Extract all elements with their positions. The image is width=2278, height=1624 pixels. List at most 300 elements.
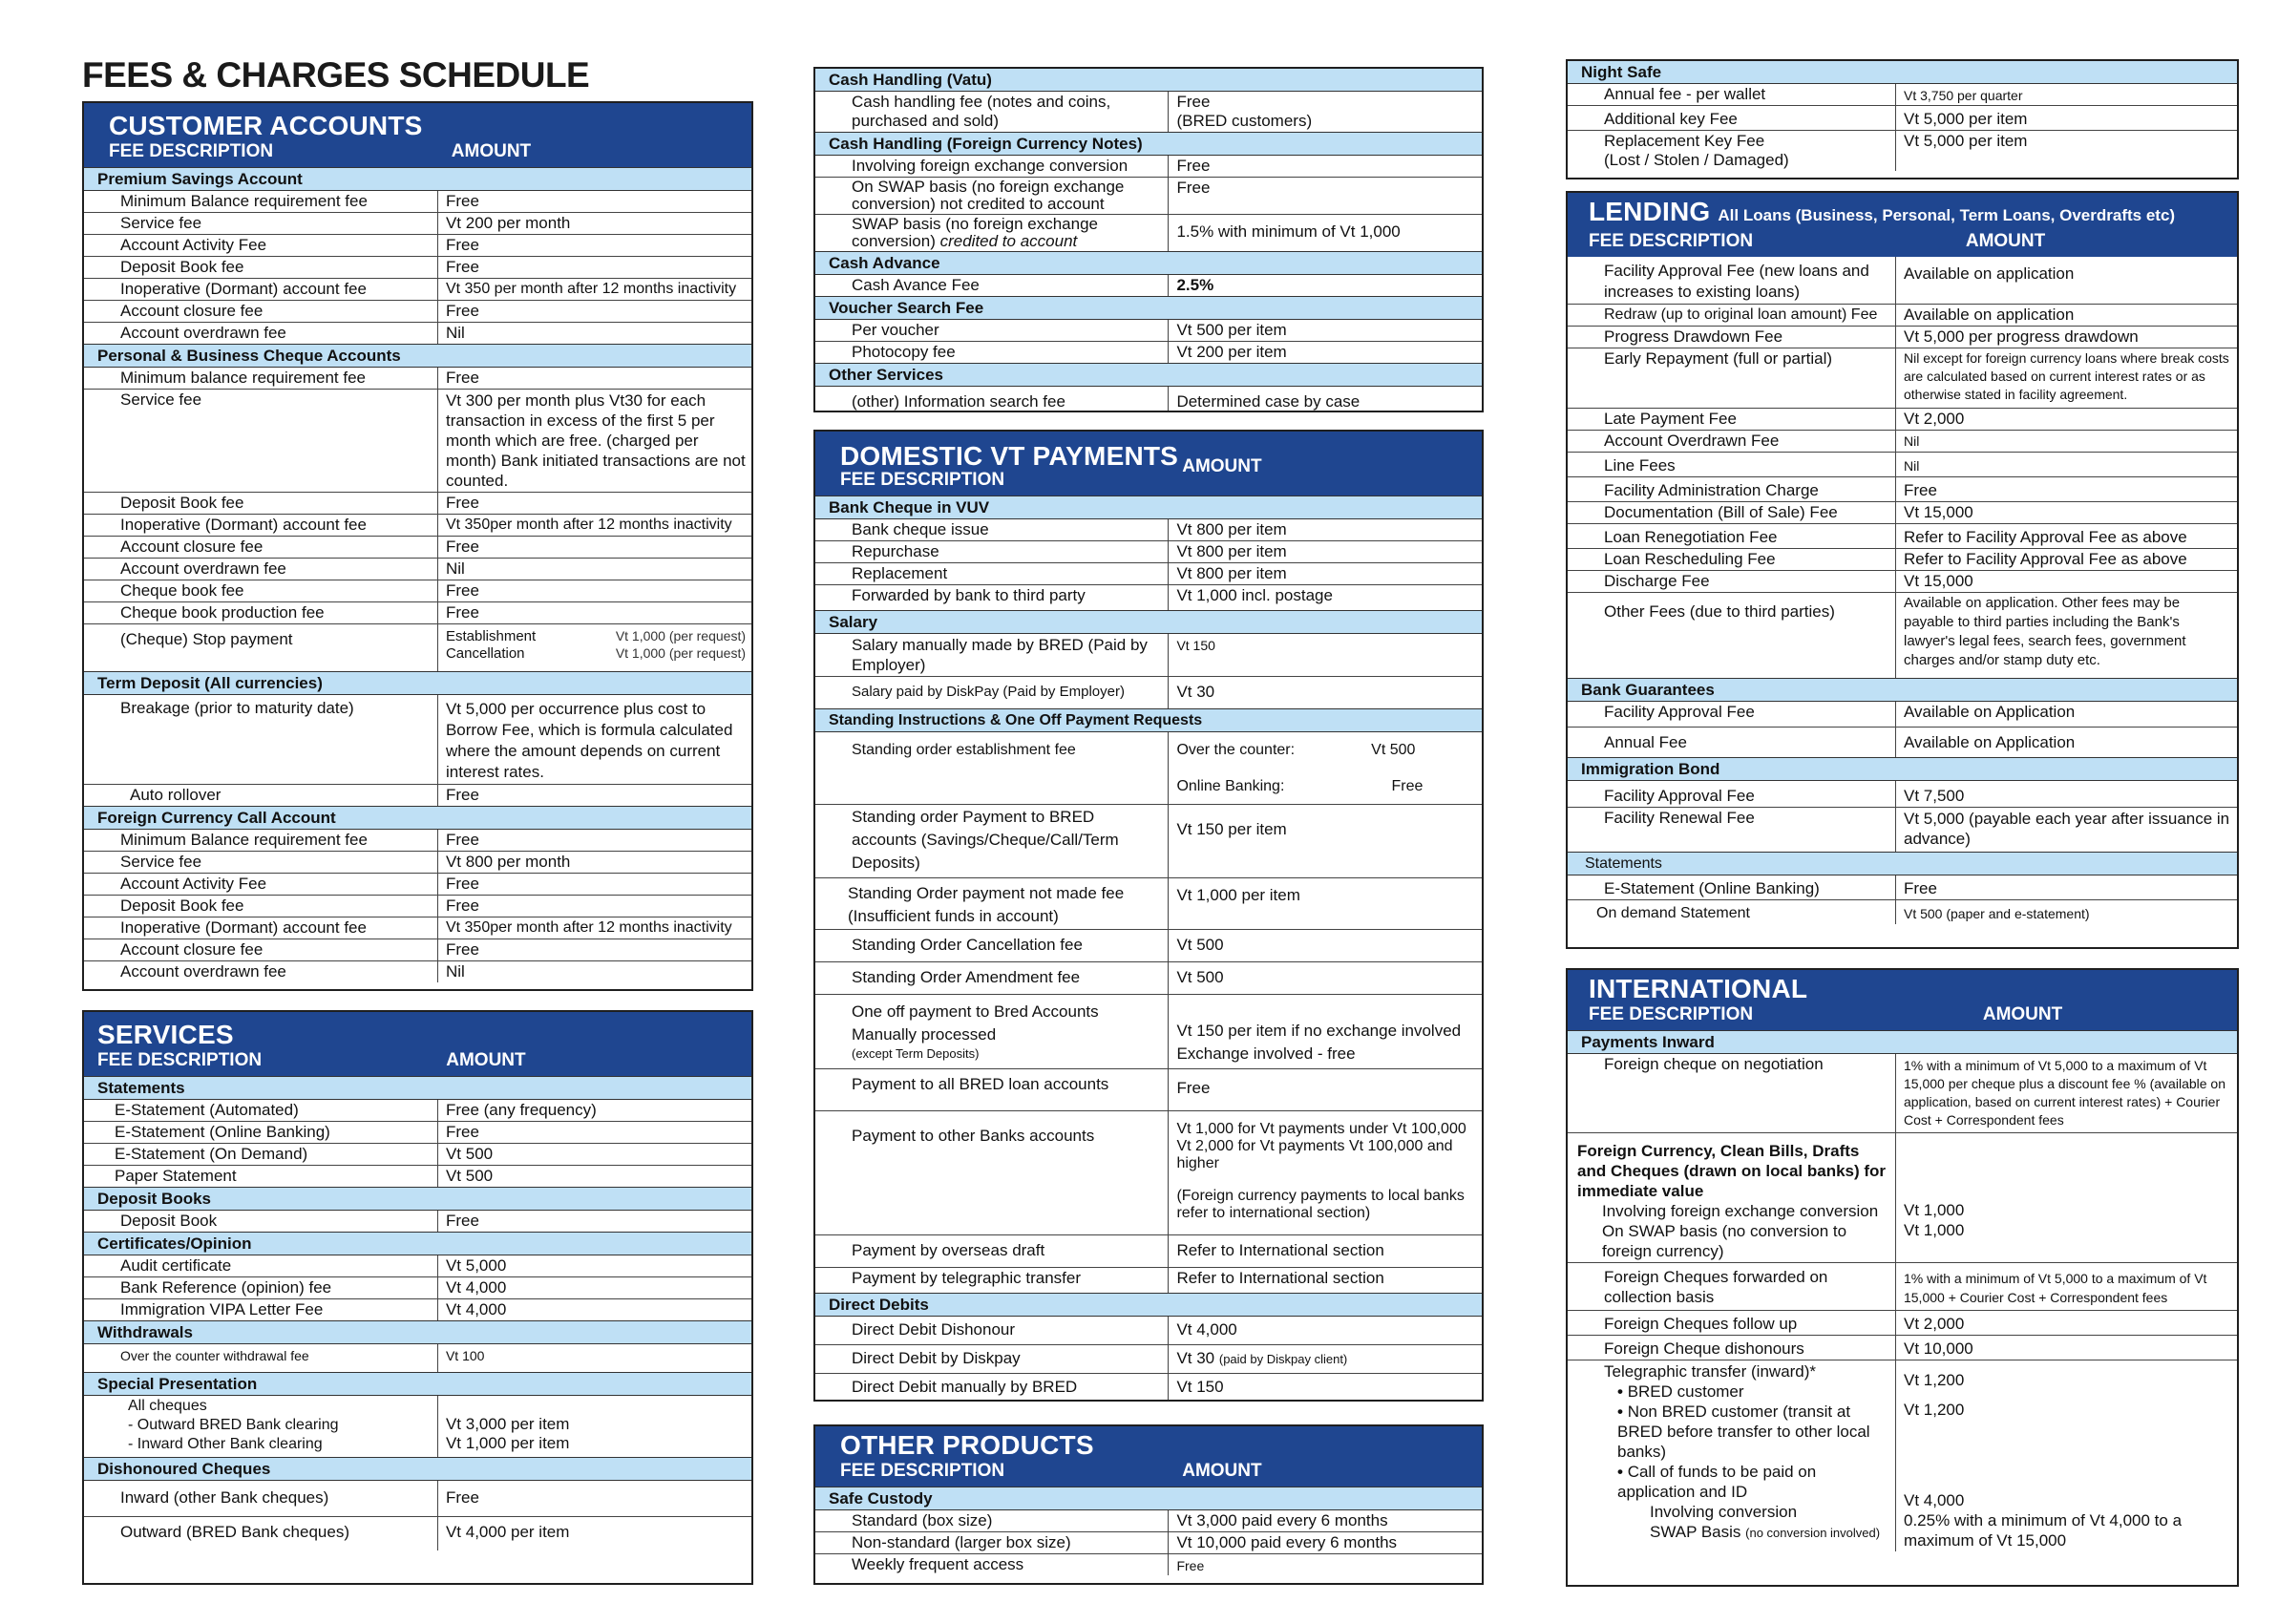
section-immigration-bond: Immigration Bond	[1568, 757, 2237, 781]
fee-description: Direct Debit by Diskpay	[815, 1345, 1169, 1374]
fee-amount: Vt 800 per item	[1169, 541, 1482, 563]
table-row	[815, 541, 1482, 563]
table-row	[1568, 1311, 2237, 1336]
table-row	[84, 213, 751, 235]
table-row	[815, 732, 1482, 805]
table-row	[1568, 728, 2237, 758]
table-row	[84, 1517, 751, 1551]
fee-amount: 1% with a minimum of Vt 5,000 to a maximum of Vt 15,000 per cheque plus a discount fee % (available on application, based on current interest rates) + Courier Cost + Correspondent fees	[1895, 1054, 2237, 1133]
table-row	[84, 559, 751, 580]
fee-description-italic: credited to account	[939, 232, 1078, 250]
fee-description: Salary paid by DiskPay (Paid by Employer)	[815, 677, 1169, 709]
certificates-table	[84, 1255, 751, 1320]
table-row	[84, 1396, 751, 1457]
fee-amount: Vt 150 per item	[1169, 805, 1482, 878]
section-deposit-books: Deposit Books	[84, 1187, 751, 1211]
fee-description: Inward (other Bank cheques)	[84, 1481, 437, 1517]
table-row	[1568, 1336, 2237, 1360]
bullet-non-bred-customer: • Non BRED customer (transit at BRED before transfer to other local banks)	[1617, 1402, 1889, 1462]
section-safe-custody: Safe Custody	[815, 1487, 1482, 1510]
fee-amount: Refer to Facility Approval Fee as above	[1895, 524, 2237, 549]
fee-description: Audit certificate	[84, 1255, 437, 1277]
table-row	[815, 342, 1482, 364]
table-row	[815, 962, 1482, 995]
fee-amount: Vt 350 per month after 12 months inactivity	[437, 279, 751, 301]
fee-description: Annual Fee	[1568, 728, 1895, 758]
fee-amount: Vt 1,000 per item	[1169, 878, 1482, 930]
table-row	[1568, 409, 2237, 431]
section-salary: Salary	[815, 610, 1482, 634]
table-row	[815, 275, 1482, 296]
swap-basis-value: 0.25% with a minimum of Vt 4,000 to a maximum of Vt 15,000	[1903, 1511, 2183, 1550]
fee-description: On SWAP basis (no foreign exchange conversion) not credited to account	[815, 178, 1169, 215]
fee-amount: Vt 4,000	[1169, 1317, 1482, 1345]
amount-header: AMOUNT	[451, 141, 532, 161]
fee-amount: Free	[445, 786, 479, 804]
fee-description-note: (except Term Deposits)	[852, 1046, 980, 1061]
voucher-search-table	[815, 320, 1482, 363]
table-row	[84, 874, 751, 896]
table-row	[815, 1510, 1482, 1532]
fee-description: Service fee	[84, 852, 437, 874]
fee-amount: Vt 500 (paper and e-statement)	[1903, 906, 2090, 921]
fee-amount: Nil	[437, 559, 751, 580]
fee-description-header: FEE DESCRIPTION	[840, 470, 1005, 490]
fee-amount: Available on Application	[1903, 733, 2076, 751]
table-row	[84, 852, 751, 874]
fee-amount: Nil	[1895, 431, 2237, 453]
fee-amount: Vt 1,000	[1903, 1221, 1965, 1239]
fee-description: Account overdrawn fee	[84, 961, 437, 983]
outward-clearing-value: Vt 3,000 per item	[445, 1415, 570, 1433]
establishment-label: Establishment	[445, 628, 537, 644]
table-row	[815, 519, 1482, 541]
all-cheques-label: All cheques	[128, 1398, 207, 1414]
fee-amount: Free	[1176, 93, 1211, 111]
table-row	[84, 785, 751, 807]
section-payments-inward: Payments Inward	[1568, 1030, 2237, 1054]
table-row	[815, 387, 1482, 412]
fee-description: Late Payment Fee	[1568, 409, 1895, 431]
table-row	[1568, 131, 2237, 172]
table-row	[84, 301, 751, 323]
international-header	[1568, 970, 2237, 1030]
fee-amount: Nil	[1895, 453, 2237, 477]
fee-description-header: FEE DESCRIPTION	[1589, 1004, 1754, 1024]
fee-description: Service fee	[84, 390, 437, 493]
table-row	[84, 1255, 751, 1277]
fee-amount: Determined case by case	[1176, 392, 1360, 411]
fee-amount: Vt 3,000 paid every 6 months	[1169, 1510, 1482, 1532]
fee-amount: Vt 5,000 per item	[1903, 132, 2028, 150]
fee-amount: Vt 4,000	[445, 1300, 507, 1318]
fee-amount: Free	[445, 1212, 479, 1230]
fee-description: Account closure fee	[84, 301, 437, 323]
table-row	[84, 279, 751, 301]
table-row	[84, 323, 751, 345]
fee-amount: Free	[437, 301, 751, 323]
section-standing-instructions: Standing Instructions & One Off Payment Requests	[815, 708, 1482, 732]
fee-description: Breakage (prior to maturity date)	[84, 695, 437, 785]
fee-amount: Vt 800 per item	[1169, 519, 1482, 541]
table-row	[84, 1277, 751, 1299]
online-banking-label: Online Banking:	[1176, 778, 1285, 794]
fee-amount: Nil	[445, 962, 465, 981]
fee-description: Cash handling fee (notes and coins, purchased and sold)	[815, 92, 1169, 132]
table-row	[84, 1481, 751, 1517]
section-cash-vatu: Cash Handling (Vatu)	[815, 69, 1482, 92]
fee-description: Replacement Key Fee (Lost / Stolen / Damaged)	[1568, 131, 1895, 172]
table-row	[1568, 524, 2237, 549]
fee-description: Line Fees	[1568, 453, 1895, 477]
fee-description: Account overdrawn fee	[84, 323, 437, 345]
fee-amount: Vt 200 per month	[437, 213, 751, 235]
table-row	[84, 939, 751, 961]
fee-amount: Vt 350per month after 12 months inactivity	[437, 515, 751, 537]
fee-description: Bank Reference (opinion) fee	[84, 1277, 437, 1299]
fee-description: E-Statement (Online Banking)	[84, 1122, 437, 1144]
fee-description-header: FEE DESCRIPTION	[1589, 231, 1754, 251]
fee-amount: 2.5%	[1176, 276, 1214, 294]
fee-description: Account closure fee	[84, 939, 437, 961]
fee-amount: Vt 5,000 per item	[1895, 106, 2237, 131]
fee-description: Outward (BRED Bank cheques)	[84, 1517, 437, 1551]
fee-amount: Free	[1895, 477, 2237, 502]
lending-header	[1568, 193, 2237, 257]
table-row	[1568, 453, 2237, 477]
fee-description: Payment by overseas draft	[815, 1235, 1169, 1268]
table-row	[1568, 593, 2237, 679]
fee-amount: Vt 15,000	[1895, 571, 2237, 593]
fee-amount: Refer to International section	[1169, 1235, 1482, 1268]
fee-amount: Vt 4,000 per item	[445, 1523, 570, 1541]
fee-description: Facility Approval Fee (new loans and increases to existing loans)	[1568, 257, 1895, 305]
table-row	[815, 1069, 1482, 1111]
section-bank-cheque: Bank Cheque in VUV	[815, 496, 1482, 519]
fc-call-table	[84, 830, 751, 982]
fee-amount: Vt 5,000	[437, 1255, 751, 1277]
swap-basis-label: SWAP Basis	[1650, 1523, 1741, 1541]
special-presentation-table	[84, 1396, 751, 1457]
over-counter-value: Vt 500	[1371, 742, 1416, 758]
fee-amount: Free	[1169, 1069, 1482, 1111]
fee-amount: Vt 5,000 per progress drawdown	[1895, 327, 2237, 348]
services-header	[84, 1012, 751, 1076]
section-premium-savings: Premium Savings Account	[84, 167, 751, 191]
fee-description: Cheque book fee	[84, 580, 437, 602]
table-row	[84, 580, 751, 602]
fee-amount: Available on Application	[1895, 702, 2237, 728]
fee-description: Discharge Fee	[1568, 571, 1895, 593]
table-row	[815, 1317, 1482, 1345]
section-special-presentation: Special Presentation	[84, 1372, 751, 1396]
fee-description: Payment to all BRED loan accounts	[815, 1069, 1169, 1111]
fee-amount: Nil except for foreign currency loans where break costs are calculated based on current interest rates or as otherwise stated in facility agreement.	[1895, 348, 2237, 409]
fee-amount: Vt 200 per item	[1176, 343, 1287, 361]
dishonoured-cheques-table	[84, 1481, 751, 1550]
fee-description: Replacement	[815, 563, 1169, 585]
table-row	[84, 257, 751, 279]
table-row	[1568, 702, 2237, 728]
fee-description: Account Activity Fee	[84, 874, 437, 896]
fee-amount: Free	[437, 191, 751, 213]
fee-description: Progress Drawdown Fee	[1568, 327, 1895, 348]
fee-description: Paper Statement	[84, 1166, 437, 1188]
fee-description: Immigration VIPA Letter Fee	[84, 1299, 437, 1321]
table-row	[84, 961, 751, 983]
table-row	[1568, 502, 2237, 524]
fee-amount: Vt 5,000 per occurrence plus cost to Borrow Fee, which is formula calculated where the amount depends on current interest rates.	[437, 695, 751, 785]
table-row	[1568, 875, 2237, 900]
online-banking-value: Free	[1391, 778, 1424, 794]
fee-description: E-Statement (Automated)	[84, 1100, 437, 1122]
lending-title: LENDING	[1589, 197, 1711, 226]
table-row	[84, 1211, 751, 1232]
table-row	[84, 830, 751, 852]
fee-amount-note: (Foreign currency payments to local banks refer to international section)	[1176, 1188, 1465, 1221]
fee-description: Other Fees (due to third parties)	[1568, 593, 1895, 679]
table-row	[815, 1235, 1482, 1268]
fee-amount: Vt 500	[445, 1167, 494, 1185]
table-row	[815, 677, 1482, 709]
fee-description: Standing Order payment not made fee	[848, 884, 1125, 902]
table-row	[1568, 808, 2237, 853]
fee-description: Inoperative (Dormant) account fee	[84, 917, 437, 939]
immigration-bond-table	[1568, 781, 2237, 852]
table-row	[815, 156, 1482, 178]
cancellation-value: Vt 1,000 (per request)	[615, 645, 746, 661]
fee-amount: Vt 15,000	[1895, 502, 2237, 524]
fee-description: Account closure fee	[84, 537, 437, 559]
fee-description: Cash Avance Fee	[815, 275, 1169, 296]
over-counter-label: Over the counter:	[1176, 742, 1296, 758]
amount-header: AMOUNT	[1982, 1004, 2063, 1024]
fee-description: Deposit Book fee	[84, 257, 437, 279]
table-row	[1568, 431, 2237, 453]
outward-clearing-label: - Outward BRED Bank clearing	[128, 1417, 339, 1433]
fee-description: Facility Approval Fee	[1568, 781, 1895, 808]
table-row	[1568, 477, 2237, 502]
section-bank-guarantees: Bank Guarantees	[1568, 678, 2237, 702]
salary-table	[815, 634, 1482, 708]
table-row	[84, 368, 751, 390]
fee-description: Involving foreign exchange conversion	[815, 156, 1169, 178]
fee-amount: Free (any frequency)	[437, 1100, 751, 1122]
premium-savings-table	[84, 191, 751, 344]
fee-description: Weekly frequent access	[815, 1554, 1169, 1576]
table-row	[815, 563, 1482, 585]
fee-amount-note: (BRED customers)	[1176, 112, 1313, 130]
fee-amount: Free	[437, 1122, 751, 1144]
fee-description: Forwarded by bank to third party	[815, 585, 1169, 611]
lending-subtitle: All Loans (Business, Personal, Term Loans, Overdrafts etc)	[1718, 206, 2176, 224]
fee-amount: Free	[437, 257, 751, 279]
fee-amount: Nil	[445, 324, 465, 342]
fee-amount: Vt 1,000	[1903, 1201, 1965, 1219]
section-cash-advance: Cash Advance	[815, 251, 1482, 275]
table-row	[84, 602, 751, 624]
table-row	[84, 515, 751, 537]
bullet-call-of-funds: • Call of funds to be paid on application and ID	[1617, 1462, 1889, 1502]
lending-statements-table	[1568, 875, 2237, 924]
fee-amount: Vt 500 per item	[1169, 320, 1482, 342]
fee-description: Non-standard (larger box size)	[815, 1532, 1169, 1554]
fee-description: Repurchase	[815, 541, 1169, 563]
services-title: SERVICES	[97, 1020, 234, 1049]
standing-instructions-table	[815, 732, 1482, 1293]
lending-panel	[1566, 191, 2239, 949]
stop-payment-label: (Cheque) Stop payment	[84, 624, 437, 672]
table-row	[84, 1344, 751, 1372]
fee-description: Additional key Fee	[1568, 106, 1895, 131]
amount-header: AMOUNT	[1182, 1461, 1262, 1481]
fee-description: Direct Debit Dishonour	[815, 1317, 1169, 1345]
fee-amount: Vt 10,000	[1895, 1336, 2237, 1360]
other-products-header	[815, 1426, 1482, 1487]
inward-clearing-label: - Inward Other Bank clearing	[128, 1436, 323, 1452]
fee-description: Inoperative (Dormant) account fee	[84, 515, 437, 537]
fee-description: Account Activity Fee	[84, 235, 437, 257]
section-statements: Statements	[84, 1076, 751, 1100]
table-row	[815, 178, 1482, 215]
fee-description: Loan Renegotiation Fee	[1568, 524, 1895, 549]
table-row	[815, 1554, 1482, 1576]
fee-amount: Available on application. Other fees may be payable to third parties including the Bank's lawyer's legal fees, search fees, government charges and/or stamp duty etc.	[1903, 595, 2186, 668]
services-panel	[82, 1010, 753, 1585]
fee-description: On demand Statement	[1568, 900, 1895, 925]
fee-description-note: (Insufficient funds in account)	[848, 907, 1059, 925]
fee-description: Account overdrawn fee	[84, 559, 437, 580]
fee-description: Loan Rescheduling Fee	[1568, 549, 1895, 571]
fee-amount: Free	[437, 580, 751, 602]
fee-description: Over the counter withdrawal fee	[84, 1344, 437, 1372]
fee-amount-note: (paid by Diskpay client)	[1218, 1352, 1348, 1366]
bullet-bred-customer: • BRED customer	[1617, 1381, 1889, 1402]
domestic-payments-title: DOMESTIC VT PAYMENTS	[840, 441, 1179, 471]
fee-amount: Vt 5,000 (payable each year after issuance in advance)	[1903, 810, 2230, 848]
fee-amount: Vt 3,750 per quarter	[1895, 84, 2237, 106]
table-row	[1568, 106, 2237, 131]
fee-amount: Free	[1895, 875, 2237, 900]
fee-description: Facility Approval Fee	[1568, 702, 1895, 728]
cash-advance-table	[815, 275, 1482, 296]
section-personal-business: Personal & Business Cheque Accounts	[84, 344, 751, 368]
table-row	[815, 805, 1482, 878]
fee-amount-line: Vt 1,000 for Vt payments under Vt 100,000	[1176, 1121, 1466, 1137]
table-row	[84, 235, 751, 257]
fee-amount: Vt 2,000	[1895, 409, 2237, 431]
section-night-safe: Night Safe	[1568, 61, 2237, 84]
fee-description: Payment by telegraphic transfer	[815, 1268, 1169, 1294]
section-direct-debits: Direct Debits	[815, 1293, 1482, 1317]
fee-description: E-Statement (On Demand)	[84, 1144, 437, 1166]
fee-amount: Free	[437, 939, 751, 961]
fee-amount: Vt 150	[1169, 634, 1482, 677]
fee-description: Deposit Book fee	[84, 493, 437, 515]
table-row	[1568, 549, 2237, 571]
fee-amount: Vt 100	[445, 1348, 485, 1363]
cash-vatu-table	[815, 92, 1482, 132]
table-row	[84, 1144, 751, 1166]
section-fc-call-account: Foreign Currency Call Account	[84, 806, 751, 830]
section-withdrawals: Withdrawals	[84, 1320, 751, 1344]
fee-description: Minimum Balance requirement fee	[84, 830, 437, 852]
cash-fcn-table	[815, 156, 1482, 251]
table-row	[84, 537, 751, 559]
table-row	[1568, 327, 2237, 348]
withdrawals-table	[84, 1344, 751, 1372]
table-row	[84, 695, 751, 785]
fee-description: Involving foreign exchange conversion	[1602, 1202, 1879, 1220]
fee-amount: 1.5% with minimum of Vt 1,000	[1176, 222, 1401, 241]
table-row	[1568, 1133, 2237, 1263]
table-row	[1568, 305, 2237, 327]
table-row	[815, 634, 1482, 677]
table-row	[815, 930, 1482, 962]
customer-accounts-title: CUSTOMER ACCOUNTS	[109, 111, 423, 140]
personal-business-table	[84, 368, 751, 671]
table-row	[815, 1111, 1482, 1235]
fee-description: Standard (box size)	[815, 1510, 1169, 1532]
fee-description: Service fee	[84, 213, 437, 235]
fee-amount: Vt 500	[1169, 962, 1482, 995]
table-row	[84, 1100, 751, 1122]
table-row	[815, 215, 1482, 252]
fee-amount: Vt 150	[1176, 1378, 1224, 1396]
lending-table	[1568, 257, 2237, 678]
amount-header: AMOUNT	[1182, 456, 1262, 476]
fee-amount-line: Vt 2,000 for Vt payments Vt 100,000 and higher	[1176, 1138, 1453, 1171]
fee-amount: Vt 350per month after 12 months inactivity	[437, 917, 751, 939]
fee-amount: Vt 800 per month	[437, 852, 751, 874]
fee-description: Foreign Cheques forwarded on collection basis	[1568, 1263, 1895, 1311]
fee-description: Deposit Book fee	[84, 896, 437, 917]
fee-description: (other) Information search fee	[815, 387, 1169, 412]
involving-conversion-value: Vt 4,000	[1903, 1491, 1965, 1509]
fee-description: E-Statement (Online Banking)	[1568, 875, 1895, 900]
table-row	[84, 390, 751, 493]
table-row	[84, 624, 751, 672]
table-row	[1568, 348, 2237, 409]
fee-description: Minimum Balance requirement fee	[84, 191, 437, 213]
fee-amount: Vt 30	[1176, 683, 1215, 701]
fee-amount: Vt 800 per item	[1169, 563, 1482, 585]
fee-amount: Free	[437, 493, 751, 515]
fee-amount: Vt 4,000	[437, 1277, 751, 1299]
table-row	[84, 1299, 751, 1321]
fee-description: Annual fee - per wallet	[1568, 84, 1895, 106]
fee-amount: Free	[437, 896, 751, 917]
table-row	[815, 1345, 1482, 1374]
domestic-payments-header	[815, 432, 1482, 496]
establishment-value: Vt 1,000 (per request)	[615, 628, 746, 643]
section-statements-lending: Statements	[1568, 852, 2237, 875]
table-row	[1568, 1360, 2237, 1552]
fee-amount: Free	[437, 602, 751, 624]
table-row	[1568, 781, 2237, 808]
fee-amount: Free	[437, 235, 751, 257]
table-row	[1568, 1263, 2237, 1311]
fee-description: Documentation (Bill of Sale) Fee	[1568, 502, 1895, 524]
table-row	[84, 493, 751, 515]
table-row	[1568, 84, 2237, 106]
fee-amount: Free	[437, 830, 751, 852]
fee-description: Facility Renewal Fee	[1568, 808, 1895, 853]
fee-description: Account Overdrawn Fee	[1568, 431, 1895, 453]
bred-customer-value: Vt 1,200	[1903, 1371, 1965, 1389]
fee-description: Cheque book production fee	[84, 602, 437, 624]
fee-amount: Free	[1176, 1558, 1205, 1573]
